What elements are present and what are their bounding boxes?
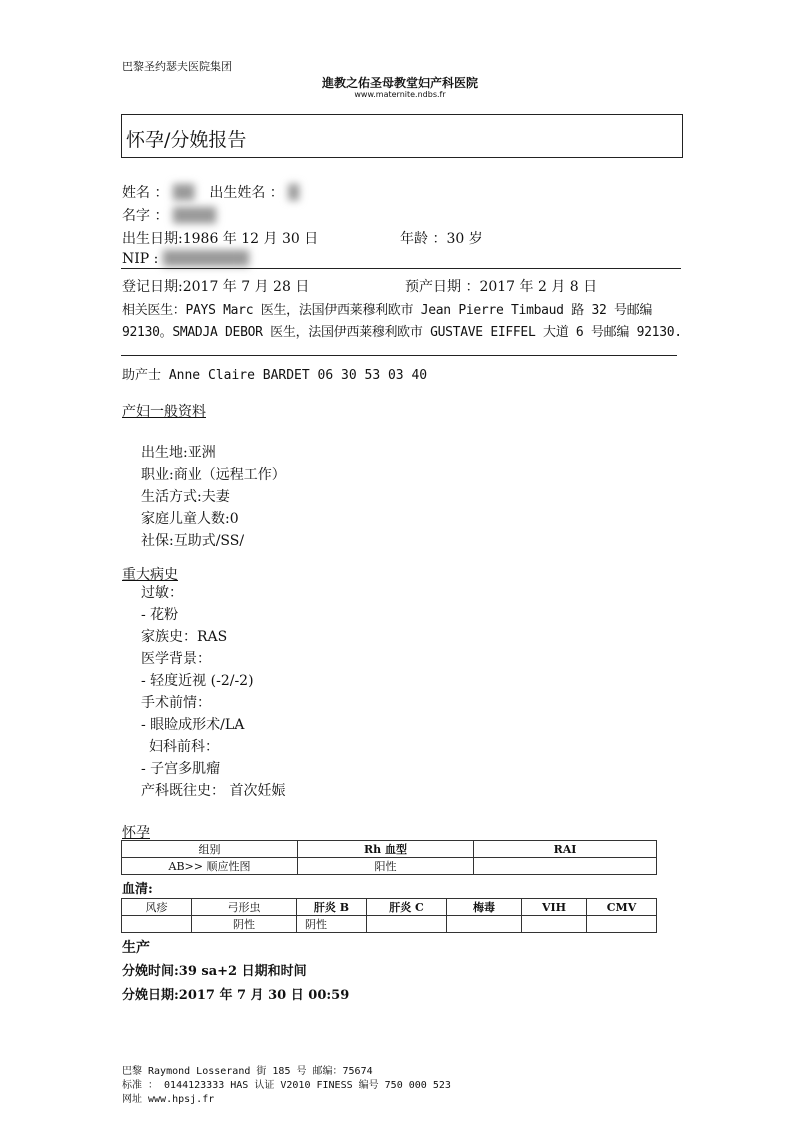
divider bbox=[121, 268, 681, 269]
section-heading-general: 产妇一般资料 bbox=[122, 404, 206, 420]
patient-name-row bbox=[122, 182, 299, 202]
report-title: 怀孕/分娩报告 bbox=[126, 129, 247, 151]
due-date: 预产日期 ：2017 年 2 月 8 日 bbox=[405, 279, 598, 295]
first-name-value-redacted: ████ bbox=[172, 208, 216, 224]
table-cell: 阴性 bbox=[192, 916, 297, 933]
table-cell: 阴性 bbox=[297, 916, 367, 933]
list-item: 医学背景： bbox=[141, 651, 211, 667]
hospital-name: 進教之佑圣母教堂妇产科医院 bbox=[321, 76, 478, 90]
delivery-time: 分娩时间:39 sa+2 日期和时间 bbox=[122, 964, 307, 979]
medical-history-list bbox=[141, 582, 285, 802]
list-item: 过敏： bbox=[141, 585, 183, 601]
table-header: 组别 bbox=[122, 841, 298, 858]
list-item: 出生地:亚洲 bbox=[141, 445, 216, 461]
nip-label: NIP : bbox=[122, 251, 159, 267]
table-header: 风疹 bbox=[122, 899, 192, 916]
table-header: 肝炎 B bbox=[297, 899, 367, 916]
table-header: 弓形虫 bbox=[192, 899, 297, 916]
doctors-line-1: 相关医生：PAYS Marc 医生，法国伊西莱穆利欧市 Jean Pierre Timbaud 路 32 号邮编 bbox=[122, 303, 653, 318]
table-header: VIH bbox=[522, 899, 587, 916]
serum-label: 血清: bbox=[122, 882, 153, 897]
table-header: CMV bbox=[587, 899, 657, 916]
first-name-label: 名字 ： bbox=[122, 208, 169, 224]
name-value-redacted: ██ bbox=[172, 185, 195, 201]
midwife-line: 助产士 Anne Claire BARDET 06 30 53 03 40 bbox=[122, 368, 428, 383]
date-of-birth: 出生日期:1986 年 12 月 30 日 bbox=[122, 231, 319, 247]
table-cell bbox=[587, 916, 657, 933]
divider bbox=[121, 355, 677, 356]
patient-age: 年龄 ：30 岁 bbox=[400, 231, 483, 247]
nip-value-redacted: ████████ bbox=[162, 251, 249, 267]
name-label: 姓名 ： bbox=[122, 185, 169, 201]
section-heading-pregnancy: 怀孕 bbox=[122, 825, 150, 841]
registration-date: 登记日期:2017 年 7 月 28 日 bbox=[122, 279, 310, 295]
table-header: 梅毒 bbox=[447, 899, 522, 916]
birth-name-value-redacted: █ bbox=[288, 185, 300, 201]
list-item: - 眼睑成形术/LA bbox=[141, 717, 245, 733]
table-header: Rh 血型 bbox=[298, 841, 474, 858]
blood-type-table bbox=[121, 840, 657, 875]
first-name-row bbox=[122, 205, 216, 225]
table-cell bbox=[447, 916, 522, 933]
table-cell bbox=[367, 916, 447, 933]
table-cell: AB>> 顺应性图 bbox=[122, 858, 298, 875]
table-cell bbox=[122, 916, 192, 933]
footer-website: 网址 www.hpsj.fr bbox=[122, 1094, 215, 1105]
delivery-date: 分娩日期:2017 年 7 月 30 日 00:59 bbox=[122, 988, 350, 1003]
table-cell bbox=[474, 858, 657, 875]
table-header: 肝炎 C bbox=[367, 899, 447, 916]
list-item: 职业:商业（远程工作） bbox=[141, 467, 286, 483]
serology-table bbox=[121, 898, 657, 933]
birth-name-label: 出生姓名 ： bbox=[209, 185, 284, 201]
section-heading-delivery: 生产 bbox=[122, 940, 150, 956]
nip-row bbox=[122, 251, 249, 267]
list-item: 家族史：RAS bbox=[141, 629, 228, 645]
doctors-line-2: 92130。SMADJA DEBOR 医生，法国伊西莱穆利欧市 GUSTAVE EIFFEL 大道 6 号邮编 92130. bbox=[122, 325, 682, 340]
list-item: - 花粉 bbox=[141, 607, 179, 623]
list-item: 妇科前科： bbox=[149, 739, 219, 755]
list-item: - 轻度近视 (-2/-2) bbox=[141, 673, 254, 689]
section-heading-history: 重大病史 bbox=[122, 567, 178, 583]
report-title-box bbox=[121, 114, 683, 158]
list-item: 社保:互助式/SS/ bbox=[141, 533, 245, 549]
footer-standard: 标准 ： 0144123333 HAS 认证 V2010 FINESS 编号 750 000 523 bbox=[122, 1080, 451, 1091]
list-item: 手术前情： bbox=[141, 695, 211, 711]
table-cell bbox=[522, 916, 587, 933]
general-info-list bbox=[141, 442, 286, 552]
table-cell: 阳性 bbox=[298, 858, 474, 875]
list-item: 家庭儿童人数:0 bbox=[141, 511, 239, 527]
list-item: 生活方式:夫妻 bbox=[141, 489, 230, 505]
list-item: - 子宫多肌瘤 bbox=[141, 761, 221, 777]
list-item: 产科既往史： 首次妊娠 bbox=[141, 783, 286, 799]
hospital-group-name: 巴黎圣约瑟夫医院集团 bbox=[122, 60, 232, 73]
hospital-website: www.maternite.ndbs.fr bbox=[354, 90, 446, 99]
footer-address: 巴黎 Raymond Losserand 街 185 号 邮编：75674 bbox=[122, 1066, 373, 1077]
table-header: RAI bbox=[474, 841, 657, 858]
